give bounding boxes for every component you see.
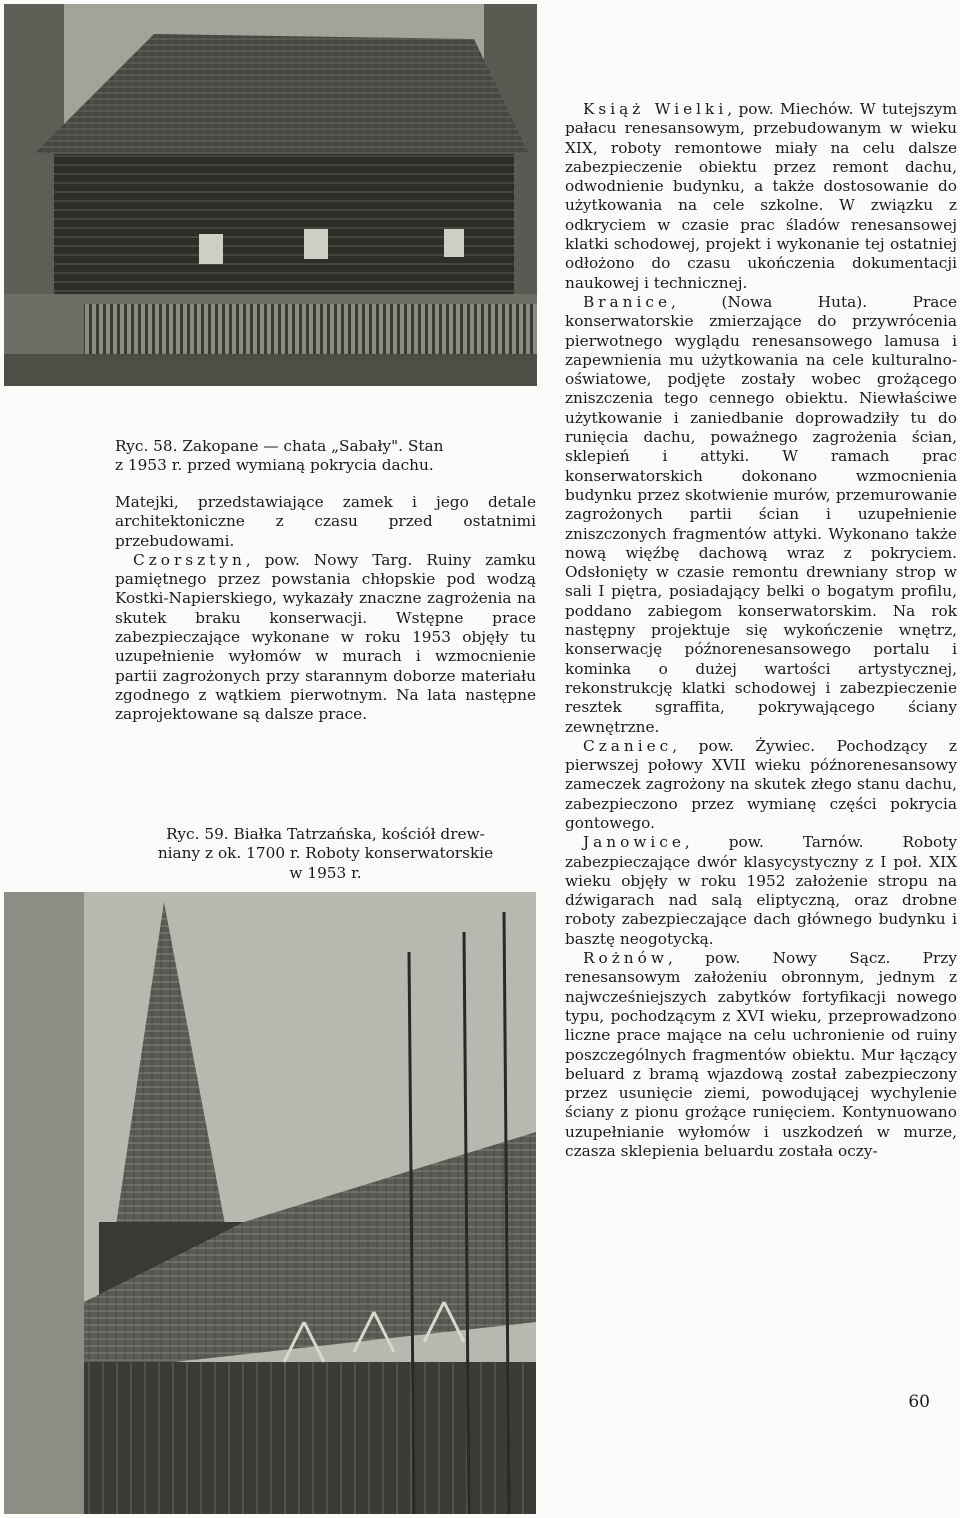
left-text-column xyxy=(115,493,536,725)
paragraph: Czaniec, pow. Żywiec. Pochodzący z pierwszej połowy XVII wieku późnorenesansowy zameczek zagrożony na skutek złego stanu dachu, zabezpieczono przez wymianę części pokrycia gontowego. xyxy=(565,736,957,832)
paragraph: Książ Wielki, pow. Miechów. W tutejszym pałacu renesansowym, przebudowanym w wieku XIX, roboty remontowe miały na celu dalsze zabezpieczenie obiektu przez remont dachu, odwodnienie budynku, a także dostosowanie do użytkowania na cele szkolne. W związku z odkryciem w czasie prac śladów renesansowej klatki schodowej, projekt i wykonanie tej ostatniej odłożono do czasu ukończenia dokumentacji naukowej i technicznej. xyxy=(565,100,957,292)
caption-line: Ryc. 59. Białka Tatrzańska, kościół drew- xyxy=(166,825,485,843)
photo-icon xyxy=(4,892,536,1514)
place-name: Czaniec xyxy=(583,736,673,755)
figure-caption-58 xyxy=(115,437,535,476)
caption-line: niany z ok. 1700 r. Roboty konserwatorskie xyxy=(157,844,494,863)
page-number: 60 xyxy=(908,1392,930,1412)
photo-icon xyxy=(4,4,537,386)
paragraph: Rożnów, pow. Nowy Sącz. Przy renesansowym założeniu obronnym, jednym z najwcześniejszych zabytków fortyfikacji nowego typu, pochodzącym z XVI wieku, przeprowadzono liczne prace mające na celu uchronienie od ruiny poszczególnych fragmentów obiektu. Mur łączący beluard z bramą wjazdową został zabezpieczony przez usunięcie ziemi, powodującej wychylenie ściany z pionu grożące runięciem. Kontynuowano uzupełnianie wyłomów i uszkodzeń w murze, czasza sklepienia beluardu została oczy- xyxy=(565,949,957,1161)
caption-line: Ryc. 58. Zakopane — chata „Sabały". Stan xyxy=(115,437,444,455)
photo-bialka-kosciol xyxy=(4,892,536,1514)
paragraph: Matejki, przedstawiające zamek i jego detale architektoniczne z czasu przed ostatnimi przebudowami. xyxy=(115,493,536,550)
caption-line: w 1953 r. xyxy=(289,863,362,882)
place-name: Branice xyxy=(583,292,672,311)
place-name: Czorsztyn xyxy=(133,550,246,569)
place-name: Książ Wielki xyxy=(583,100,728,118)
caption-line: z 1953 r. przed wymianą pokrycia dachu. xyxy=(115,456,434,475)
paragraph: Czorsztyn, pow. Nowy Targ. Ruiny zamku pamiętnego przez powstania chłopskie pod wodzą Kostki-Napierskiego, wykazały znaczne zagrożenia na skutek braku konserwacji. Wstępne prace zabezpieczające wykonane w roku 1953 objęły tu uzupełnienie wyłomów w murach i wzmocnienie partii zagrożonych przy starannym doborze materiału zgodnego z wątkiem pierwotnym. Na lata następne zaprojektowane są dalsze prace. xyxy=(115,550,536,724)
photo-zakopane-chata-sabaly xyxy=(4,4,537,386)
right-text-column xyxy=(565,100,957,1161)
place-name: Janowice xyxy=(583,833,685,852)
paragraph: Branice, (Nowa Huta). Prace konserwatorskie zmierzające do przywrócenia pierwotnego wyglądu renesansowego lamusa i zapewnienia mu użytkowania na cele kulturalno-oświatowe, podjęte zostały wobec grożącego zniszczenia tego cennego obiektu. Niewłaściwe użytkowanie i zaniedbanie doprowadziły tu do runięcia dachu, poważnego zagrożenia ścian, sklepień i attyki. W ramach prac konserwatorskich dokonano wzmocnienia budynku przez skotwienie murów, przemurowanie zagrożonych partii ścian i uzupełnienie zniszczonych fragmentów attyki. Wykonano także nową więźbę dachową wraz z pokryciem. Odsłonięty w czasie remontu drewniany strop w sali I piętra, posiadający belki o bogatym profilu, poddano zabiegom konserwatorskim. Na rok następny projektuje się wykończenie wnętrz, konserwację późnorenesansowego portalu i kominka o dużej wartości artystycznej, rekonstrukcję klatki schodowej i zabezpieczenie resztek sgraffita, pokrywającego ściany zewnętrzne. xyxy=(565,292,957,736)
figure-caption-59 xyxy=(115,825,536,883)
place-name: Rożnów xyxy=(583,949,668,968)
paragraph: Janowice, pow. Tarnów. Roboty zabezpieczające dwór klasycystyczny z I poł. XIX wieku objęły w roku 1952 założenie stropu na dźwigarach nad salą eliptyczną, oraz drobne roboty zabezpieczające dach głównego budynku i basztę neogotycką. xyxy=(565,833,957,948)
